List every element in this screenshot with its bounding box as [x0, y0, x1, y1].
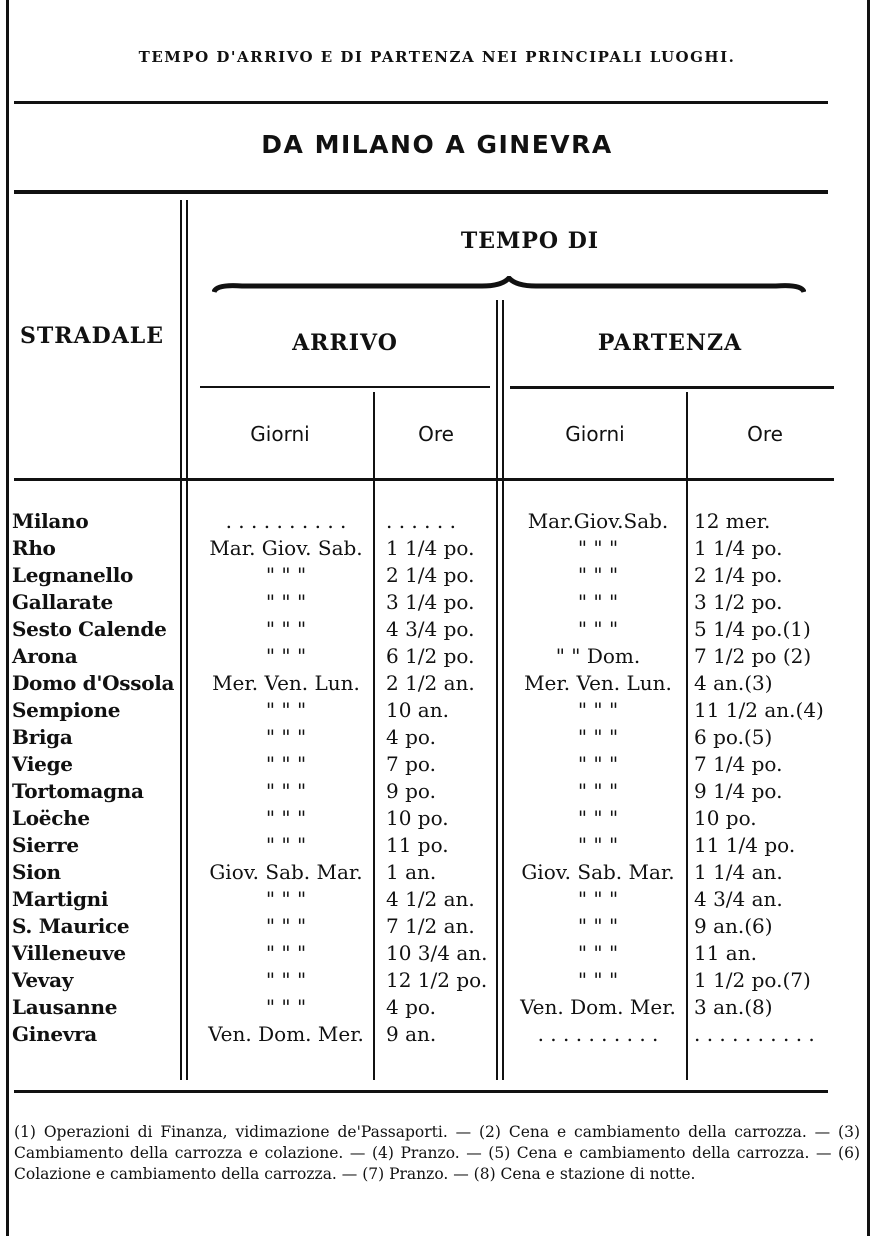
table-row: [12, 859, 862, 886]
departure-days: " " Dom.: [555, 644, 641, 668]
arrival-days: " " ": [265, 995, 307, 1019]
header-brace: [212, 276, 806, 302]
arrival-time: 7 1/2 an.: [386, 914, 475, 938]
arrival-time: 3 1/4 po.: [386, 590, 475, 614]
departure-days: " " ": [577, 725, 619, 749]
departure-time: 1 1/4 po.: [694, 536, 783, 560]
arrival-days: " " ": [265, 617, 307, 641]
place-name: Domo d'Ossola: [12, 671, 175, 695]
arrival-time: 10 3/4 an.: [386, 941, 488, 965]
arrival-time: 7 po.: [386, 752, 436, 776]
place-name: Lausanne: [12, 995, 118, 1019]
arrival-time: 2 1/2 an.: [386, 671, 475, 695]
table-row: [12, 805, 862, 832]
place-name: Tortomagna: [12, 779, 144, 803]
departure-days: " " ": [577, 779, 619, 803]
arrival-time: 1 1/4 po.: [386, 536, 475, 560]
arrival-days: " " ": [265, 752, 307, 776]
header-partenza: PARTENZA: [597, 330, 743, 356]
table-row: [12, 697, 862, 724]
departure-days: Ven. Dom. Mer.: [520, 995, 676, 1019]
arrival-days: " " ": [265, 914, 307, 938]
header-par-giorni: Giorni: [565, 422, 625, 446]
departure-days: . . . . . . . . . .: [537, 1022, 659, 1046]
place-name: Villeneuve: [12, 941, 126, 965]
place-name: Sierre: [12, 833, 79, 857]
departure-days: " " ": [577, 752, 619, 776]
route-title: DA MILANO A GINEVRA: [261, 130, 613, 159]
departure-time: 11 an.: [694, 941, 757, 965]
table-row: [12, 589, 862, 616]
departure-time: 4 3/4 an.: [694, 887, 783, 911]
header-arr-giorni: Giorni: [250, 422, 310, 446]
place-name: Milano: [12, 509, 89, 533]
arrival-days: " " ": [265, 644, 307, 668]
table-row: [12, 967, 862, 994]
place-name: Arona: [12, 644, 78, 668]
table-row: [12, 724, 862, 751]
table-row: [12, 832, 862, 859]
departure-days: " " ": [577, 914, 619, 938]
place-name: Sempione: [12, 698, 121, 722]
arrival-time: 4 3/4 po.: [386, 617, 475, 641]
rule-table-bottom: [14, 1090, 828, 1093]
arrival-days: " " ": [265, 563, 307, 587]
header-par-ore: Ore: [747, 422, 783, 446]
departure-time: 3 an.(8): [694, 995, 773, 1019]
departure-days: Giov. Sab. Mar.: [521, 860, 675, 884]
place-name: Briga: [12, 725, 73, 749]
table-row: [12, 616, 862, 643]
arrival-time: 4 po.: [386, 725, 436, 749]
table-row: [12, 670, 862, 697]
arrival-days: " " ": [265, 806, 307, 830]
arrival-time: 2 1/4 po.: [386, 563, 475, 587]
place-name: Gallarate: [12, 590, 113, 614]
table-row: [12, 751, 862, 778]
header-arr-ore: Ore: [418, 422, 454, 446]
arrival-time: 6 1/2 po.: [386, 644, 475, 668]
table-row: [12, 535, 862, 562]
rule-header-bottom: [14, 478, 834, 481]
departure-days: " " ": [577, 806, 619, 830]
arrival-days: . . . . . . . . . .: [225, 509, 347, 533]
departure-time: 5 1/4 po.(1): [694, 617, 811, 641]
place-name: Rho: [12, 536, 56, 560]
departure-time: 9 1/4 po.: [694, 779, 783, 803]
arrival-time: 4 po.: [386, 995, 436, 1019]
table-row: [12, 886, 862, 913]
departure-time: 11 1/2 an.(4): [694, 698, 824, 722]
departure-days: " " ": [577, 698, 619, 722]
arrival-time: 10 po.: [386, 806, 449, 830]
departure-time: 11 1/4 po.: [694, 833, 796, 857]
table-row: [12, 562, 862, 589]
header-stradale: STRADALE: [20, 323, 164, 349]
arrival-time: . . . . . .: [386, 509, 456, 533]
place-name: Vevay: [12, 968, 74, 992]
place-name: Sesto Calende: [12, 617, 167, 641]
departure-time: 1 1/4 an.: [694, 860, 783, 884]
arrival-days: " " ": [265, 833, 307, 857]
table-row: [12, 508, 862, 535]
departure-days: " " ": [577, 536, 619, 560]
departure-days: " " ": [577, 590, 619, 614]
arrival-days: Mer. Ven. Lun.: [212, 671, 360, 695]
departure-time: . . . . . . . . . .: [694, 1022, 815, 1046]
departure-days: " " ": [577, 968, 619, 992]
place-name: Loëche: [12, 806, 90, 830]
departure-time: 4 an.(3): [694, 671, 773, 695]
arrival-days: " " ": [265, 779, 307, 803]
departure-days: Mar.Giov.Sab.: [527, 509, 669, 533]
departure-time: 9 an.(6): [694, 914, 773, 938]
arrival-days: Ven. Dom. Mer.: [208, 1022, 364, 1046]
table-row: [12, 778, 862, 805]
place-name: S. Maurice: [12, 914, 130, 938]
departure-time: 3 1/2 po.: [694, 590, 783, 614]
place-name: Martigni: [12, 887, 109, 911]
arrival-time: 12 1/2 po.: [386, 968, 488, 992]
arrival-days: Giov. Sab. Mar.: [209, 860, 363, 884]
departure-time: 2 1/4 po.: [694, 563, 783, 587]
departure-days: Mer. Ven. Lun.: [524, 671, 672, 695]
departure-time: 7 1/2 po (2): [694, 644, 812, 668]
header-arrivo: ARRIVO: [292, 330, 398, 356]
table-row: [12, 994, 862, 1021]
arrival-time: 9 po.: [386, 779, 436, 803]
arrival-time: 4 1/2 an.: [386, 887, 475, 911]
departure-days: " " ": [577, 563, 619, 587]
rule-under-route: [14, 190, 828, 194]
arrival-days: " " ": [265, 968, 307, 992]
departure-time: 10 po.: [694, 806, 757, 830]
departure-time: 7 1/4 po.: [694, 752, 783, 776]
departure-days: " " ": [577, 833, 619, 857]
arrival-time: 1 an.: [386, 860, 437, 884]
place-name: Viege: [12, 752, 73, 776]
departure-time: 6 po.(5): [694, 725, 773, 749]
place-name: Sion: [12, 860, 61, 884]
arrival-time: 9 an.: [386, 1022, 437, 1046]
place-name: Ginevra: [12, 1022, 97, 1046]
departure-time: 12 mer.: [694, 509, 771, 533]
arrival-days: " " ": [265, 887, 307, 911]
table-row: [12, 1021, 862, 1048]
table-row: [12, 643, 862, 670]
arrival-days: Mar. Giov. Sab.: [209, 536, 363, 560]
arrival-days: " " ": [265, 725, 307, 749]
header-tempo-di: TEMPO DI: [460, 228, 600, 254]
departure-time: 1 1/2 po.(7): [694, 968, 811, 992]
rule-under-partenza: [510, 386, 834, 389]
arrival-days: " " ": [265, 590, 307, 614]
document-heading: TEMPO D'ARRIVO E DI PARTENZA NEI PRINCIPALI LUOGHI.: [138, 48, 736, 66]
arrival-time: 10 an.: [386, 698, 449, 722]
table-row: [12, 940, 862, 967]
arrival-time: 11 po.: [386, 833, 449, 857]
departure-days: " " ": [577, 617, 619, 641]
table-row: [12, 913, 862, 940]
rule-under-arrivo: [200, 386, 490, 388]
footnotes: (1) Operazioni di Finanza, vidimazione de'Passaporti. — (2) Cena e cambiamento della carrozza. — (3) Cambiamento della carrozza e colazione. — (4) Pranzo. — (5) Cena e cambiamento della carrozza. — (6) Colazione e cambiamento della carrozza. — (7) Pranzo. — (8) Cena e stazione di notte.: [14, 1123, 860, 1183]
rule-top: [14, 101, 828, 104]
departure-days: " " ": [577, 887, 619, 911]
place-name: Legnanello: [12, 563, 134, 587]
arrival-days: " " ": [265, 941, 307, 965]
arrival-days: " " ": [265, 698, 307, 722]
departure-days: " " ": [577, 941, 619, 965]
